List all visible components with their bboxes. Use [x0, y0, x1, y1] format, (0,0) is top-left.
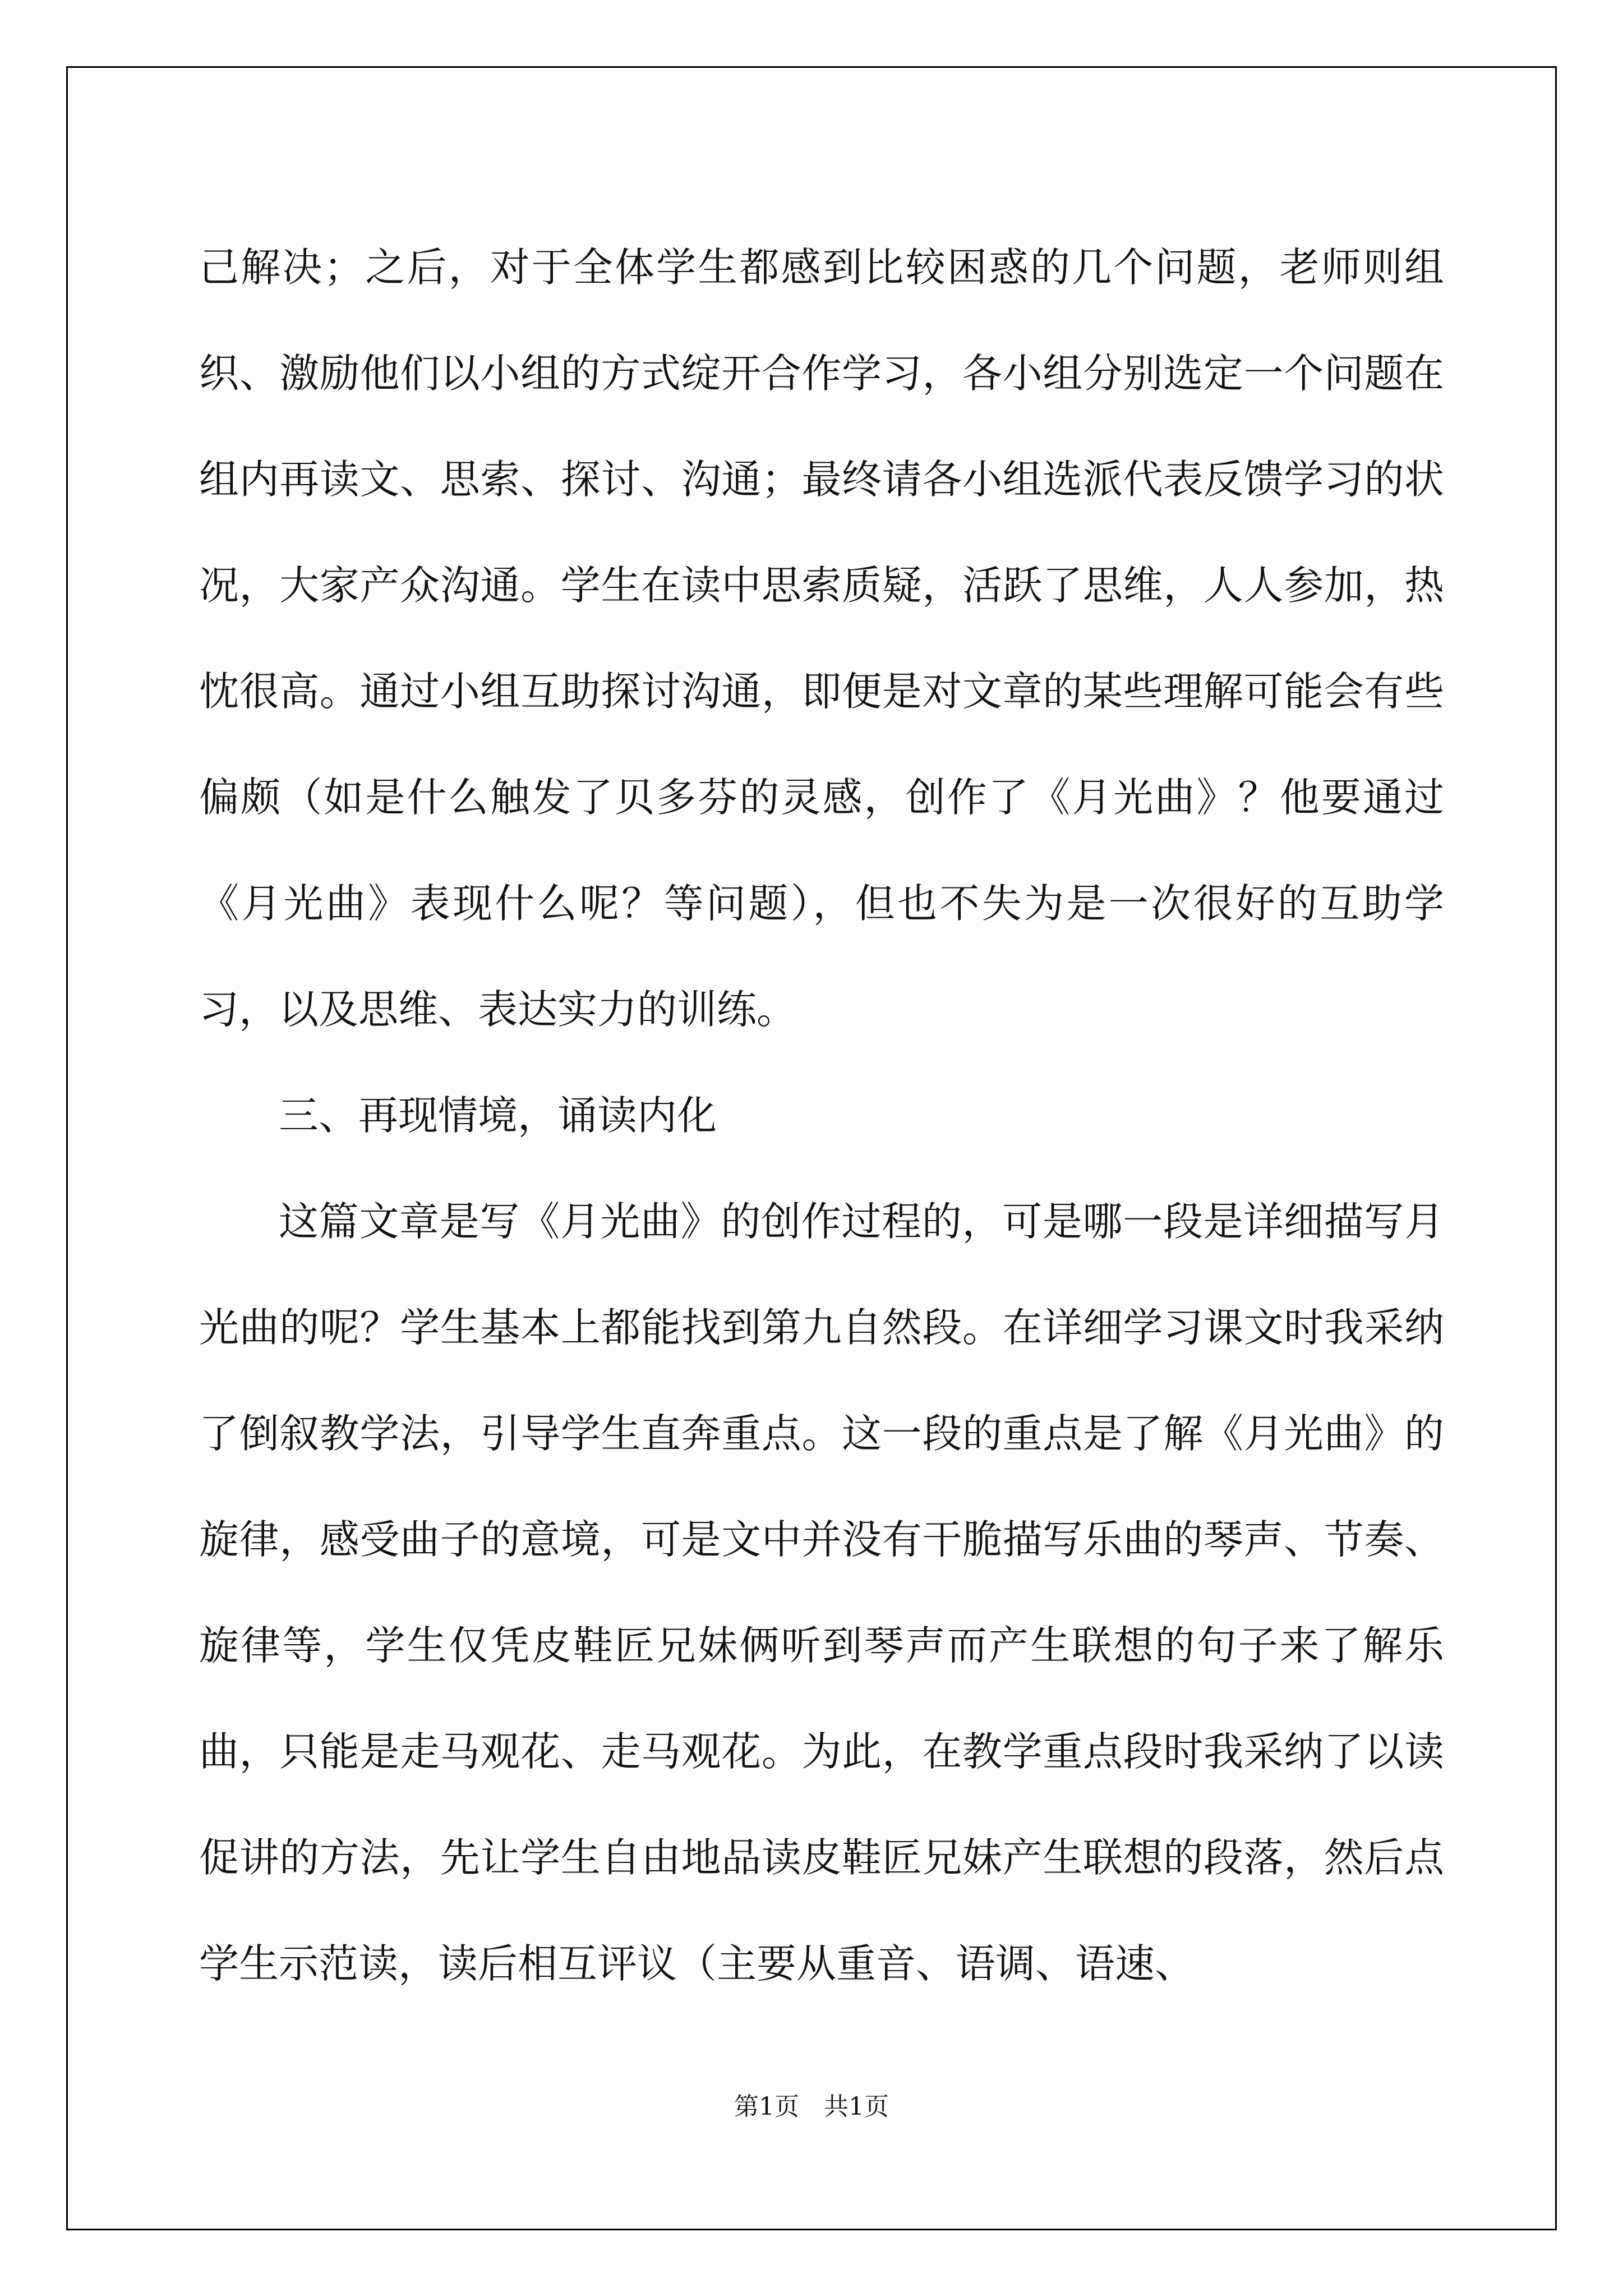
page-total: 共1页 — [824, 2092, 889, 2121]
page-footer — [0, 2090, 1623, 2124]
paragraph-2: 这篇文章是写《月光曲》的创作过程的，可是哪一段是详细描写月光曲的呢？学生基本上都能找到第九自然段。在详细学习课文时我采纳了倒叙教学法，引导学生直奔重点。这一段的重点是了解《月光曲》的旋律，感受曲子的意境，可是文中并没有干脆描写乐曲的琴声、节奏、旋律等，学生仅凭皮鞋匠兄妹俩听到琴声而产生联想的句子来了解乐曲，只能是走马观花、走马观花。为此，在教学重点段时我采纳了以读促讲的方法，先让学生自由地品读皮鞋匠兄妹产生联想的段落，然后点学生示范读，读后相互评议（主要从重音、语调、语速、 — [199, 1198, 1444, 1987]
paragraph-1: 己解决；之后，对于全体学生都感到比较困惑的几个问题，老师则组织、激励他们以小组的方式绽开合作学习，各小组分别选定一个问题在组内再读文、思索、探讨、沟通；最终请各小组选派代表反馈学习的状况，大家产众沟通。学生在读中思索质疑，活跃了思维，人人参加，热忱很高。通过小组互助探讨沟通，即便是对文章的某些理解可能会有些偏颇（如是什么触发了贝多芬的灵感，创作了《月光曲》？他要通过《月光曲》表现什么呢？等问题），但也不失为是一次很好的互助学习，以及思维、表达实力的训练。 — [199, 244, 1444, 1033]
document-body — [199, 214, 1444, 2017]
section-heading: 三、再现情境，诵读内化 — [279, 1092, 717, 1139]
page-number: 第1页 — [734, 2092, 799, 2121]
